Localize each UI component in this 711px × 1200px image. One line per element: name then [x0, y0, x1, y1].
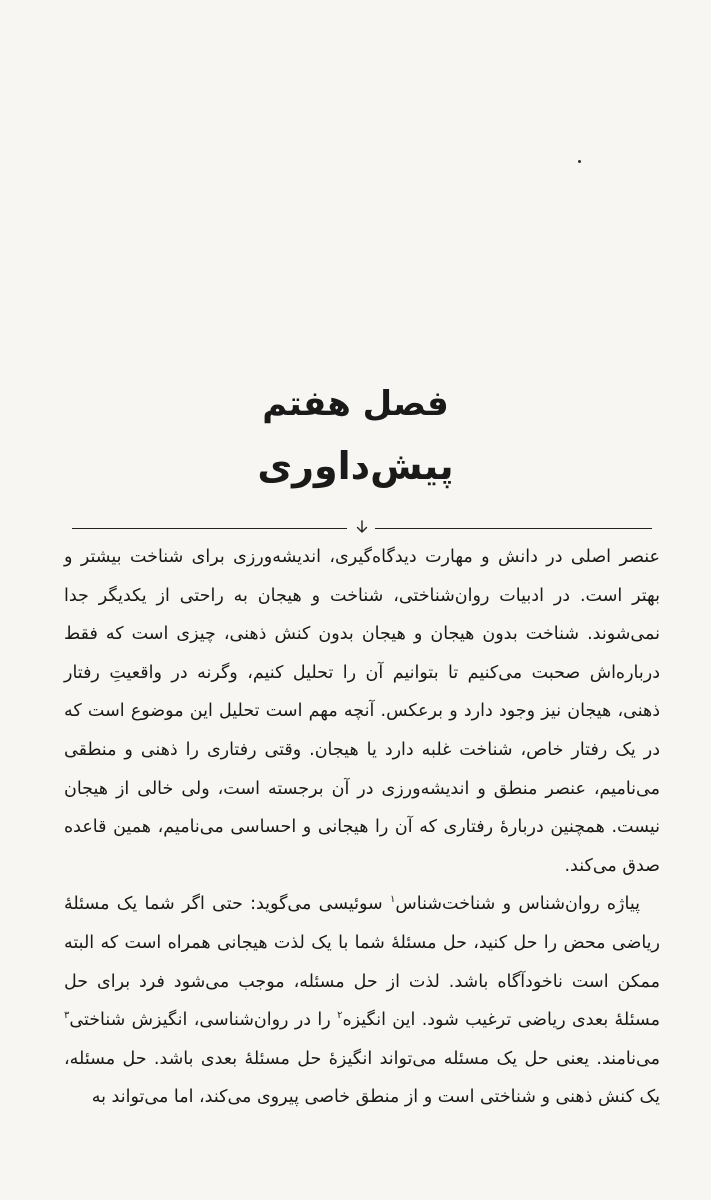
section-divider [72, 520, 652, 536]
divider-line-right [375, 528, 652, 529]
chapter-number: فصل هفتم [262, 384, 449, 424]
ink-speck [578, 160, 581, 163]
chapter-title: پیش‌داوری [257, 444, 454, 488]
paragraph: عنصر اصلی در دانش و مهارت دیدگاه‌گیری، اندیشه‌ورزی برای شناخت بیشتر و بهتر است. در ادبیات روان‌شناختی، شناخت و هیجان به راحتی از یکدیگر جدا نمی‌شوند. شناخت بدون هیجان و هیجان بدون کنش ذهنی، چیزی است که فقط درباره‌اش صحبت می‌کنیم تا بتوانیم آن را تحلیل کنیم، وگرنه در واقعیتِ رفتار ذهنی، هیجان نیز وجود دارد و برعکس. آنچه مهم است تحلیل این موضوع است که در یک رفتار خاص، شناخت غلبه دارد یا هیجان. وقتی رفتاری را ذهنی و منطقی می‌نامیم، عنصر منطق و اندیشه‌ورزی در آن برجسته است، ولی خالی از هیجان نیست. همچنین دربارهٔ رفتاری که آن را هیجانی و احساسی می‌نامیم، همین قاعده صدق می‌کند. [64, 547, 660, 876]
footnote-marker: ۲ [337, 1010, 343, 1022]
paragraph-segment: می‌نامند. یعنی حل یک مسئله می‌تواند انگیزهٔ حل مسئلهٔ بعدی باشد. حل مسئله، یک کنش ذهنی و شناختی است و از منطق خاصی پیروی می‌کند، اما می‌تواند به [64, 1048, 660, 1108]
footnote-marker: ۳ [64, 1010, 70, 1022]
footnote-marker: ۱ [390, 894, 396, 906]
chapter-body [64, 538, 660, 1117]
paragraph-segment: را در روان‌شناسی، انگیزش شناختی [69, 1010, 338, 1031]
paragraph [64, 885, 660, 1117]
arrow-down-icon [353, 518, 371, 536]
paragraph-segment: سوئیسی می‌گوید: حتی اگر شما یک مسئلهٔ ریاضی محض را حل کنید، حل مسئلهٔ شما با یک لذت هیجانی همراه است که البته ممکن است ناخودآگاه باشد. لذت از حل مسئله، موجب می‌شود فرد برای حل مسئلهٔ بعدی ریاضی ترغیب شود. این انگیزه [64, 894, 660, 1031]
paragraph-segment: پیاژه روان‌شناس و شناخت‌شناس [395, 894, 640, 915]
divider-line-left [72, 528, 347, 529]
